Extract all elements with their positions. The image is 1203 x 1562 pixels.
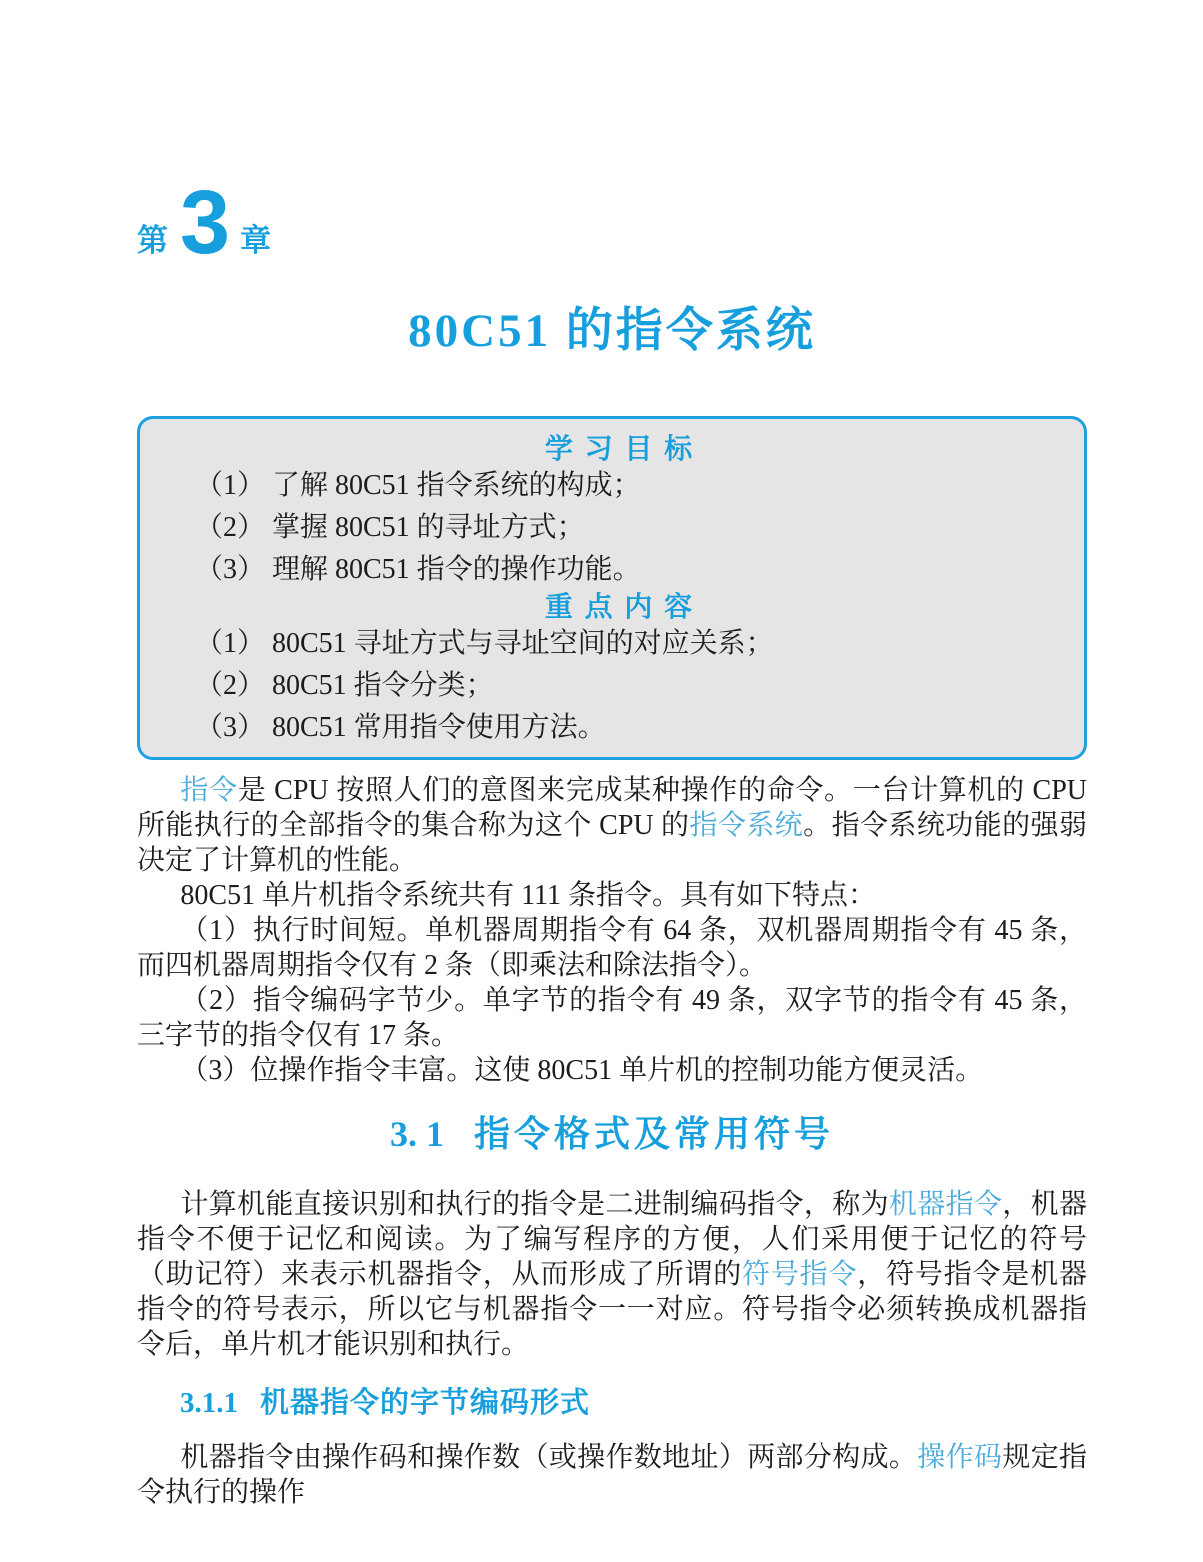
paragraph-text: 计算机能直接识别和执行的指令是二进制编码指令，称为 <box>180 1189 889 1221</box>
paragraph-text: ，符号指令是机器指令的符号表示，所以它与机器指令一一对应。符号指令必须转换成机器指令后，单片机才能识别和执行。 <box>137 1259 1087 1361</box>
chapter-prefix: 第 <box>137 223 168 258</box>
paragraph-instruction-count: 80C51 单片机指令系统共有 111 条指令。具有如下特点： <box>180 880 876 912</box>
subsection-title: 机器指令的字节编码形式 <box>260 1387 591 1420</box>
paragraph-text: 。指令系统功能的强弱决定了计算机的性能。 <box>137 810 1087 877</box>
study-goal-item-3: （3） 理解 80C51 指令的操作功能。 <box>195 554 641 586</box>
key-point-item-3: （3） 80C51 常用指令使用方法。 <box>195 712 606 744</box>
term-opcode: 操作码 <box>917 1442 1003 1474</box>
paragraph-text: ，机器指令不便于记忆和阅读。为了编写程序的方便，人们采用便于记忆的符号（助记符）来表示机器指令，从而形成了所谓的 <box>137 1189 1087 1291</box>
chapter-title: 80C51 的指令系统 <box>408 305 816 357</box>
section-heading-3-1 <box>137 1113 1087 1155</box>
paragraph-instruction-definition <box>137 773 1087 878</box>
term-symbolic-instruction: 符号指令 <box>742 1259 858 1291</box>
study-goal-item-2: （2） 掌握 80C51 的寻址方式； <box>195 512 585 544</box>
term-instruction-system: 指令系统 <box>689 810 804 842</box>
chapter-number: 3 <box>180 173 231 274</box>
key-points-heading: 重 点 内 容 <box>544 591 695 623</box>
paragraph-feature-1: （1）执行时间短。单机器周期指令有 64 条，双机器周期指令有 45 条，而四机器周期指令仅有 2 条（即乘法和除法指令）。 <box>137 915 1087 982</box>
study-goal-item-1: （1） 了解 80C51 指令系统的构成； <box>195 470 641 502</box>
section-number: 3. 1 <box>389 1114 444 1155</box>
paragraph-text: 规定指令执行的操作 <box>137 1442 1087 1509</box>
paragraph-feature-2: （2）指令编码字节少。单字节的指令有 49 条，双字节的指令有 45 条，三字节的指令仅有 17 条。 <box>137 985 1087 1052</box>
section-title: 指令格式及常用符号 <box>473 1113 834 1155</box>
term-instruction: 指令 <box>180 775 238 807</box>
chapter-heading <box>137 173 1087 274</box>
paragraph-feature-3: （3）位操作指令丰富。这使 80C51 单片机的控制功能方便灵活。 <box>180 1055 984 1087</box>
key-point-item-1: （1） 80C51 寻址方式与寻址空间的对应关系； <box>195 628 774 660</box>
paragraph-machine-instruction <box>137 1187 1087 1362</box>
study-goals-heading: 学 习 目 标 <box>544 433 695 465</box>
subsection-heading-3-1-1 <box>137 1386 1087 1420</box>
term-machine-instruction: 机器指令 <box>888 1189 1003 1221</box>
chapter-suffix: 章 <box>240 223 272 258</box>
key-point-item-2: （2） 80C51 指令分类； <box>195 670 494 702</box>
paragraph-text: 是 CPU 按照人们的意图来完成某种操作的命令。一台计算机的 CPU 所能执行的全部指令的集合称为这个 CPU 的 <box>137 775 1087 842</box>
subsection-number: 3.1.1 <box>180 1387 238 1420</box>
objectives-box <box>137 416 1087 760</box>
paragraph-opcode <box>137 1440 1087 1510</box>
paragraph-text: 机器指令由操作码和操作数（或操作数地址）两部分构成。 <box>180 1442 918 1474</box>
